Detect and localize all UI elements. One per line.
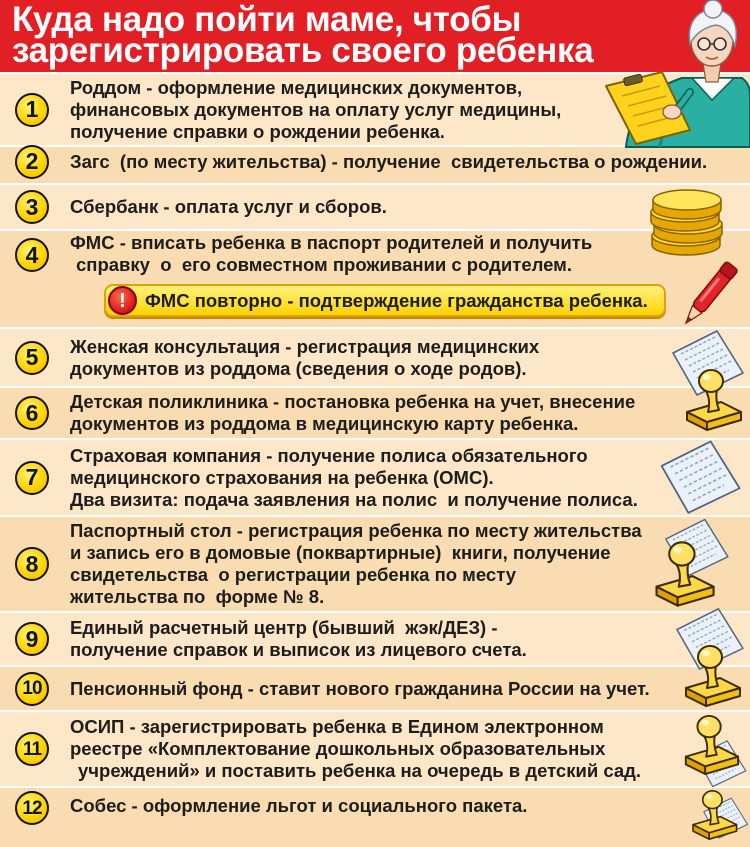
step-description-line: медицинского страхования на ребенка (ОМС). bbox=[70, 466, 494, 488]
step-description-line: документов из роддома (сведения о ходе родов). bbox=[70, 357, 527, 379]
step-description-line: свидетельства о регистрации ребенка по месту bbox=[70, 564, 517, 585]
note-callout-text: ФМС повторно - подтверждение гражданства ребенка. bbox=[145, 289, 648, 311]
step-item-3 bbox=[0, 183, 750, 229]
step-description-line: Единый расчетный центр (бывший жэк/ДЕЗ) - bbox=[70, 617, 498, 638]
step-item-1 bbox=[0, 72, 750, 145]
step-description bbox=[70, 716, 641, 782]
step-description bbox=[70, 232, 592, 276]
step-description-line: Паспортный стол - регистрация ребенка по месту жительства bbox=[70, 520, 642, 541]
step-number-badge: 4 bbox=[15, 238, 49, 272]
step-description bbox=[70, 391, 635, 435]
step-item-5 bbox=[0, 327, 750, 386]
step-number-badge: 3 bbox=[15, 190, 49, 224]
step-number-badge: 8 bbox=[15, 547, 49, 581]
step-description-line: получение справки о рождении ребенка. bbox=[70, 120, 445, 142]
exclamation-icon: ! bbox=[108, 286, 137, 315]
step-description-line: Детская поликлиника - постановка ребенка на учет, внесение bbox=[70, 391, 636, 412]
step-description-line: Женская консультация - регистрация медицинских bbox=[70, 335, 540, 357]
step-description bbox=[70, 445, 638, 511]
step-item-11 bbox=[0, 710, 750, 786]
step-description-line: финансовых документов на оплату услуг медицины, bbox=[70, 98, 562, 120]
step-description-line: Страховая компания - получение полиса обязательного bbox=[70, 444, 588, 466]
step-item-2 bbox=[0, 145, 750, 183]
step-description bbox=[70, 151, 707, 173]
step-description bbox=[70, 617, 527, 661]
step-description-line: учреждений» и поставить ребенка на очередь в детский сад. bbox=[78, 760, 642, 781]
page-title bbox=[12, 0, 594, 70]
step-description-line: Два визита: подача заявления на полис и получение полиса. bbox=[70, 488, 638, 510]
step-description-line: документов из роддома в медицинскую карту ребенка. bbox=[70, 413, 579, 434]
step-description-line: ФМС - вписать ребенка в паспорт родителей и получить bbox=[70, 232, 593, 253]
step-description-line: и запись его в домовые (поквартирные) книги, получение bbox=[70, 542, 611, 563]
step-number-badge: 7 bbox=[15, 461, 49, 495]
page-title-line: зарегистрировать своего ребенка bbox=[12, 31, 594, 70]
step-item-9 bbox=[0, 611, 750, 665]
step-description-line: получение справок и выписок из лицевого счета. bbox=[70, 639, 527, 660]
step-item-12 bbox=[0, 786, 750, 847]
step-description-line: справку о его совместном проживании с родителем. bbox=[76, 254, 573, 275]
step-description-line: Роддом - оформление медицинских документов, bbox=[70, 76, 523, 98]
step-number-badge: 6 bbox=[15, 396, 49, 430]
step-description bbox=[70, 520, 642, 608]
step-number-badge: 5 bbox=[15, 341, 49, 375]
step-item-7 bbox=[0, 438, 750, 515]
step-number-badge: 11 bbox=[15, 732, 49, 766]
step-description-line: ОСИП - зарегистрировать ребенка в Едином электронном bbox=[70, 716, 604, 737]
note-callout bbox=[104, 284, 666, 317]
step-item-10 bbox=[0, 665, 750, 710]
step-number-badge: 12 bbox=[15, 791, 49, 825]
step-description-line: жительства по форме № 8. bbox=[70, 586, 325, 607]
step-description-line: реестре «Комплектование дошкольных образовательных bbox=[70, 738, 606, 759]
step-number-badge: 1 bbox=[15, 93, 49, 127]
step-number-badge: 9 bbox=[15, 622, 49, 656]
step-description bbox=[70, 795, 527, 817]
step-description bbox=[70, 336, 539, 380]
header-banner bbox=[0, 0, 750, 72]
step-description-line: Собес - оформление льгот и социального пакета. bbox=[70, 795, 528, 816]
step-description bbox=[70, 77, 561, 143]
step-number-badge: 10 bbox=[15, 672, 49, 706]
step-description-line: Пенсионный фонд - ставит нового гражданина России на учет. bbox=[70, 677, 650, 699]
step-description bbox=[70, 196, 387, 218]
step-number-badge: 2 bbox=[15, 145, 49, 179]
page-title-line: Куда надо пойти маме, чтобы bbox=[12, 0, 522, 39]
step-description bbox=[70, 678, 650, 700]
step-description-line: Сбербанк - оплата услуг и сборов. bbox=[70, 196, 387, 217]
step-description-line: Загс (по месту жительства) - получение свидетельства о рождении. bbox=[70, 150, 708, 172]
step-item-8 bbox=[0, 515, 750, 611]
step-item-6 bbox=[0, 386, 750, 438]
